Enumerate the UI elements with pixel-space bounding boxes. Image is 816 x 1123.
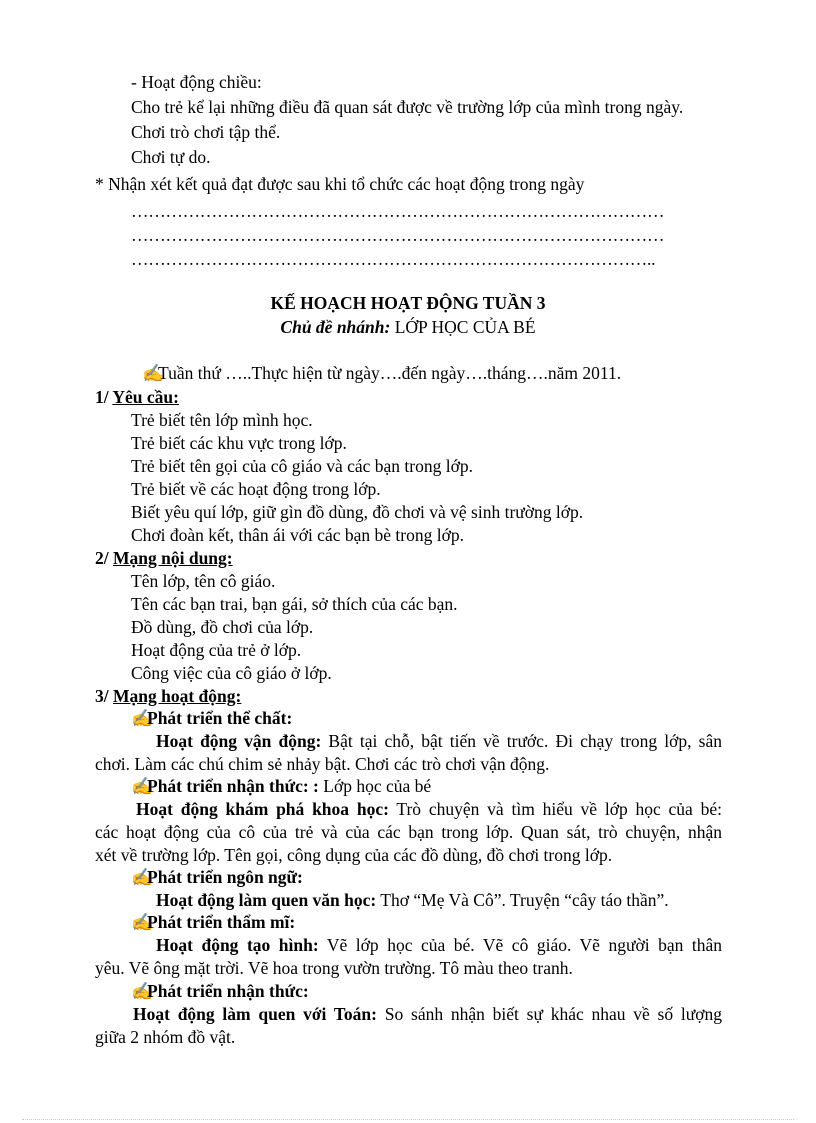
list-item: Tên các bạn trai, bạn gái, sở thích của các bạn. [131, 594, 458, 614]
writing-hand-icon: ✍ [131, 776, 153, 796]
aesthetic-heading [131, 911, 295, 933]
evaluation-dotted-line: ………………………………………………………………………………… [131, 201, 665, 221]
page-bottom-divider [22, 1119, 794, 1120]
physical-title: Phát triển thể chất: [147, 708, 293, 728]
writing-hand-icon: ✍ [131, 912, 153, 932]
requirements-heading [95, 386, 179, 408]
list-item: Chơi tự do. [131, 147, 211, 167]
cognitive-line-3: xét về trường lớp. Tên gọi, công dụng của các đồ dùng, đồ chơi trong lớp. [95, 845, 613, 865]
section-title: Mạng nội dung: [113, 548, 233, 568]
subtopic [0, 316, 816, 338]
physical-line-1 [156, 730, 722, 752]
activity-label: Hoạt động làm quen với Toán: [133, 1004, 377, 1024]
list-item: Hoạt động của trẻ ở lớp. [131, 640, 302, 660]
list-item: Chơi đoàn kết, thân ái với các bạn bè trong lớp. [131, 525, 464, 545]
cognitive-line-1 [136, 798, 722, 820]
activity-text: Trò chuyện và tìm hiểu về lớp học của bé: [388, 799, 722, 819]
list-item: Chơi trò chơi tập thể. [131, 122, 281, 142]
language-heading [131, 866, 303, 888]
physical-line-2: chơi. Làm các chú chim sẻ nhảy bật. Chơi các trò chơi vận động. [95, 754, 550, 774]
list-item: Biết yêu quí lớp, giữ gìn đồ dùng, đồ chơi và vệ sinh trường lớp. [131, 502, 584, 522]
afternoon-heading: - Hoạt động chiều: [131, 72, 262, 92]
language-title: Phát triển ngôn ngữ: [147, 867, 303, 887]
cognitive-math-heading [131, 980, 309, 1002]
evaluation-dotted-line: ……………………………………………………………………………….. [131, 249, 656, 269]
plan-title: KẾ HOẠCH HOẠT ĐỘNG TUẦN 3 [270, 293, 546, 313]
cognitive-heading [131, 775, 431, 797]
activity-network-heading [95, 685, 241, 707]
week-line [142, 362, 621, 384]
activity-text: Vẽ lớp học của bé. Vẽ cô giáo. Vẽ người bạn thân [318, 935, 722, 955]
section-title: Mạng hoạt động: [113, 686, 242, 706]
cognitive-math-title: Phát triển nhận thức: [147, 981, 309, 1001]
writing-hand-icon: ✍ [131, 708, 153, 728]
writing-hand-icon: ✍ [142, 363, 164, 383]
activity-label: Hoạt động tạo hình: [156, 935, 319, 955]
cognitive-math-line-2: giữa 2 nhóm đồ vật. [95, 1027, 236, 1047]
list-item: Trẻ biết về các hoạt động trong lớp. [131, 479, 381, 499]
list-item: Trẻ biết tên gọi của cô giáo và các bạn trong lớp. [131, 456, 473, 476]
language-line-1 [156, 889, 669, 911]
section-number: 1/ [95, 387, 113, 407]
list-item: Cho trẻ kể lại những điều đã quan sát được về trường lớp của mình trong ngày. [131, 97, 684, 117]
cognitive-title: Phát triển nhận thức: : [147, 776, 319, 796]
list-item: Đồ dùng, đồ chơi của lớp. [131, 617, 314, 637]
section-number: 3/ [95, 686, 113, 706]
activity-text: Bật tại chỗ, bật tiến về trước. Đi chạy trong lớp, sân [321, 731, 722, 751]
activity-label: Hoạt động vận động: [156, 731, 322, 751]
activity-text: Thơ “Mẹ Và Cô”. Truyện “cây táo thần”. [376, 890, 669, 910]
subtopic-label: Chủ đề nhánh: [280, 317, 391, 337]
activity-text: So sánh nhận biết sự khác nhau về số lượng [377, 1004, 722, 1024]
cognitive-title-extra: Lớp học của bé [318, 776, 432, 796]
list-item: Tên lớp, tên cô giáo. [131, 571, 276, 591]
list-item: Trẻ biết các khu vực trong lớp. [131, 433, 347, 453]
cognitive-line-2: các hoạt động của cô của trẻ và của các bạn trong lớp. Quan sát, trò chuyện, nhận [95, 822, 722, 842]
section-number: 2/ [95, 548, 113, 568]
list-item: Trẻ biết tên lớp mình học. [131, 410, 313, 430]
section-title: Yêu cầu: [112, 387, 179, 407]
writing-hand-icon: ✍ [131, 867, 153, 887]
activity-label: Hoạt động làm quen văn học: [156, 890, 377, 910]
content-network-heading [95, 547, 233, 569]
physical-heading [131, 707, 292, 729]
evaluation-dotted-line: ………………………………………………………………………………… [131, 225, 665, 245]
cognitive-math-line-1 [133, 1003, 722, 1025]
subtopic-value: LỚP HỌC CỦA BÉ [390, 317, 536, 337]
writing-hand-icon: ✍ [131, 981, 153, 1001]
activity-label: Hoạt động khám phá khoa học: [136, 799, 389, 819]
evaluation-title: * Nhận xét kết quả đạt được sau khi tổ chức các hoạt động trong ngày [95, 174, 585, 194]
aesthetic-line-2: yêu. Vẽ ông mặt trời. Vẽ hoa trong vườn trường. Tô màu theo tranh. [95, 958, 573, 978]
aesthetic-title: Phát triển thẩm mĩ: [147, 912, 296, 932]
week-line-text: Tuần thứ …..Thực hiện từ ngày….đến ngày….tháng….năm 2011. [158, 363, 622, 383]
aesthetic-line-1 [156, 934, 722, 956]
list-item: Công việc của cô giáo ở lớp. [131, 663, 332, 683]
